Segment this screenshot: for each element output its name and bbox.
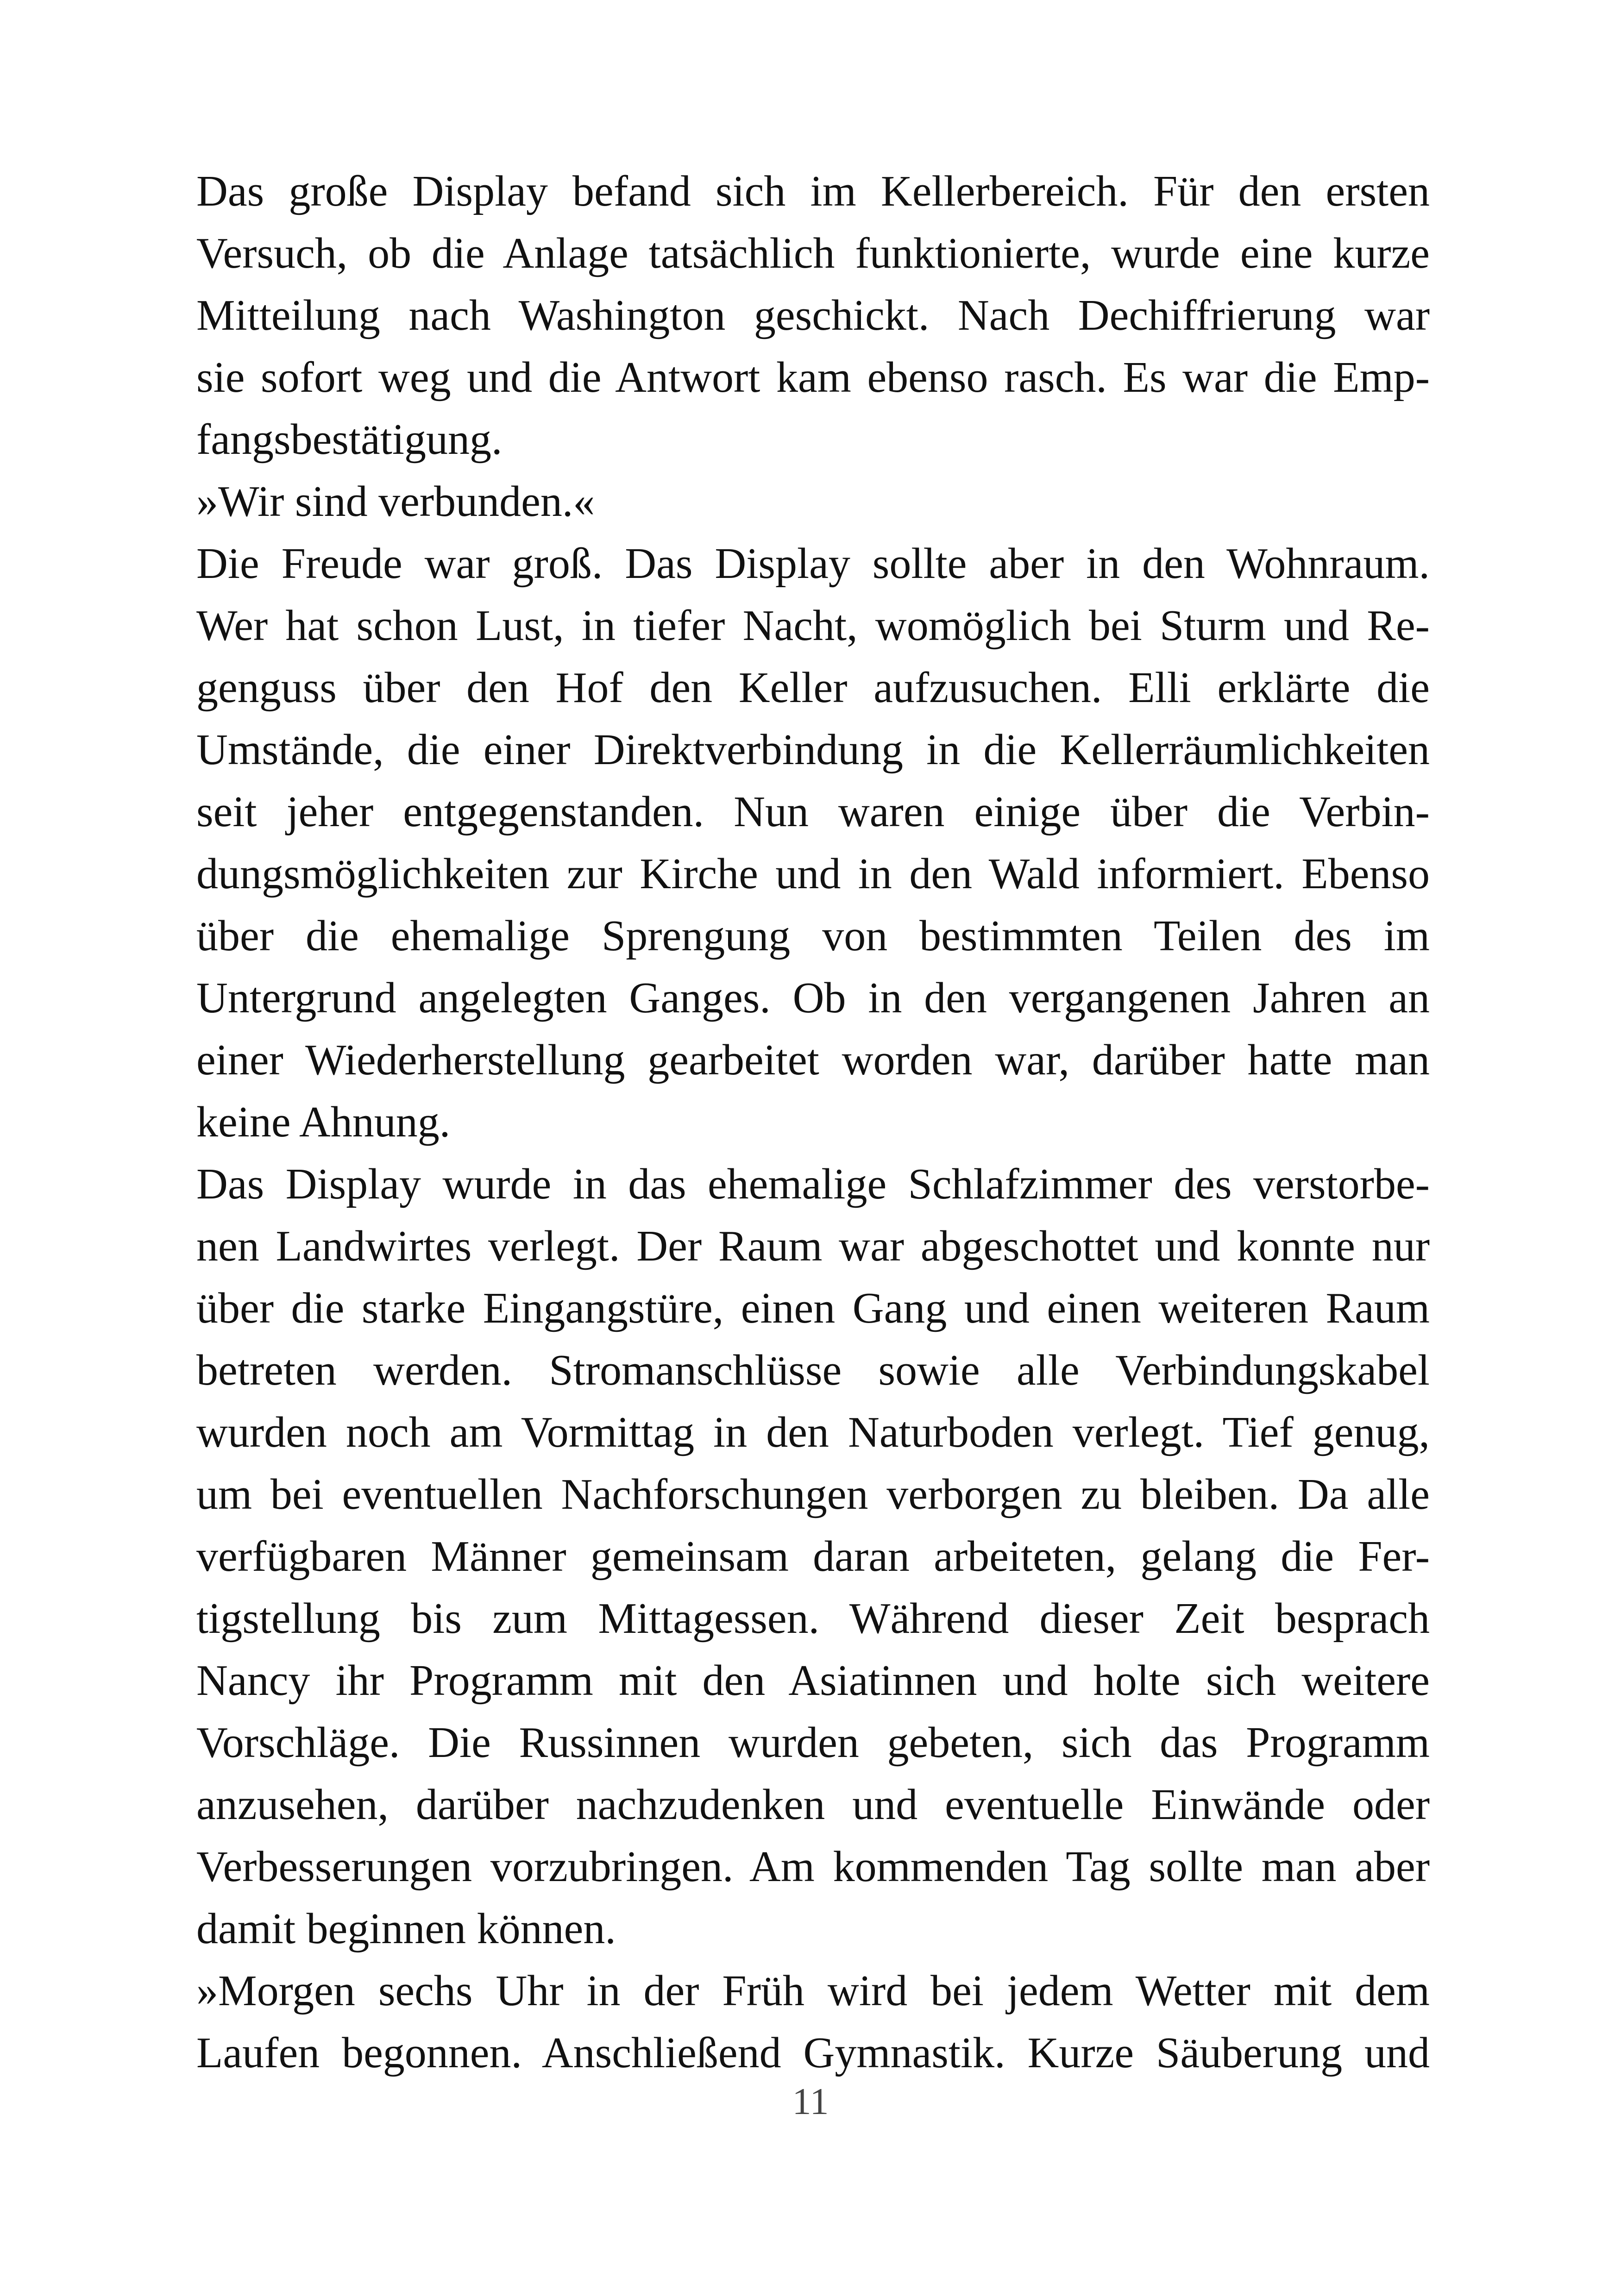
text-line: genguss über den Hof den Keller aufzusuchen. Elli erklärte die: [196, 664, 1430, 712]
text-line: Verbesserungen vorzubringen. Am kommenden Tag sollte man aber: [196, 1843, 1430, 1891]
text-line: »Wir sind verbunden.«: [196, 477, 595, 526]
text-line: tigstellung bis zum Mittagessen. Während dieser Zeit besprach: [196, 1594, 1430, 1643]
page-number: 11: [792, 2080, 829, 2122]
text-line: wurden noch am Vormittag in den Naturboden verlegt. Tief genug,: [196, 1408, 1430, 1456]
text-line: anzusehen, darüber nachzudenken und eventuelle Einwände oder: [196, 1781, 1430, 1829]
text-line: fangsbestätigung.: [196, 415, 503, 464]
text-line: verfügbaren Männer gemeinsam daran arbeiteten, gelang die Fer-: [196, 1532, 1430, 1581]
text-line: Umstände, die einer Direktverbindung in die Kellerräumlichkeiten: [196, 726, 1430, 774]
text-line: keine Ahnung.: [196, 1098, 451, 1146]
text-line: »Morgen sechs Uhr in der Früh wird bei jedem Wetter mit dem: [196, 1967, 1430, 2015]
text-line: einer Wiederherstellung gearbeitet worden war, darüber hatte man: [196, 1036, 1430, 1084]
text-line: Nancy ihr Programm mit den Asiatinnen und holte sich weitere: [196, 1656, 1430, 1705]
text-line: damit beginnen können.: [196, 1905, 616, 1953]
text-line: seit jeher entgegenstanden. Nun waren einige über die Verbin-: [196, 788, 1430, 836]
text-line: dungsmöglichkeiten zur Kirche und in den Wald informiert. Ebenso: [196, 850, 1430, 898]
text-line: über die starke Eingangstüre, einen Gang und einen weiteren Raum: [196, 1284, 1430, 1332]
text-line: Wer hat schon Lust, in tiefer Nacht, womöglich bei Sturm und Re-: [196, 602, 1430, 650]
text-line: betreten werden. Stromanschlüsse sowie alle Verbindungskabel: [196, 1346, 1430, 1394]
body-text: [196, 160, 1430, 2084]
text-line: Versuch, ob die Anlage tatsächlich funktionierte, wurde eine kurze: [196, 229, 1430, 277]
text-line: um bei eventuellen Nachforschungen verborgen zu bleiben. Da alle: [196, 1470, 1430, 1518]
text-line: Untergrund angelegten Ganges. Ob in den vergangenen Jahren an: [196, 974, 1430, 1022]
text-line: Das Display wurde in das ehemalige Schlafzimmer des verstorbe-: [196, 1160, 1430, 1208]
text-line: Mitteilung nach Washington geschickt. Nach Dechiffrierung war: [196, 291, 1430, 339]
text-line: Das große Display befand sich im Kellerbereich. Für den ersten: [196, 167, 1430, 215]
text-line: Vorschläge. Die Russinnen wurden gebeten, sich das Programm: [196, 1719, 1430, 1767]
text-line: über die ehemalige Sprengung von bestimmten Teilen des im: [196, 912, 1430, 960]
text-line: Die Freude war groß. Das Display sollte aber in den Wohnraum.: [196, 539, 1430, 588]
text-line: nen Landwirtes verlegt. Der Raum war abgeschottet und konnte nur: [196, 1222, 1430, 1270]
text-line: Laufen begonnen. Anschließend Gymnastik. Kurze Säuberung und: [196, 2029, 1430, 2077]
text-line: sie sofort weg und die Antwort kam ebenso rasch. Es war die Emp-: [196, 353, 1430, 401]
